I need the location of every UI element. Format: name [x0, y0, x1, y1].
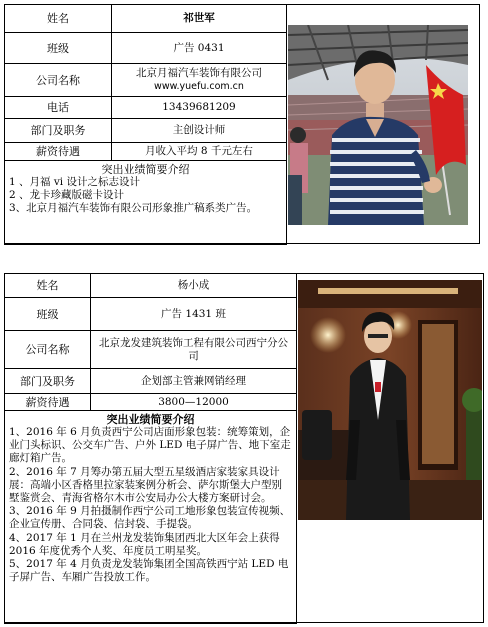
achievement-item: 1 、月福 vi 设计之标志设计 [9, 176, 140, 188]
company-name: 北京月福汽车装饰有限公司 [136, 67, 262, 79]
value-class: 广告 1431 班 [91, 298, 297, 331]
value-name: 祁世军 [112, 5, 287, 33]
value-dept: 主创设计师 [112, 119, 287, 143]
label-name: 姓名 [5, 274, 91, 298]
value-phone: 13439681209 [112, 97, 287, 119]
value-class: 广告 0431 [112, 33, 287, 64]
achievement-item: 1、2016 年 6 月负责西宁公司店面形象包装：统筹策划，企业门头标识、公交车广告、户外 LED 电子屏广告、地下室走廊灯箱广告。 [9, 426, 291, 465]
value-salary: 月收入平均 8 千元左右 [112, 143, 287, 161]
achievement-item: 2、2016 年 7 月筹办第五届大型五星级酒店家装家具设计展：高端小区香格里拉家装案例分析会、萨尔斯堡大户型别墅鉴赏会、青海省格尔木市公安局办公大楼方案研讨会。 [9, 465, 282, 505]
label-company: 公司名称 [5, 64, 112, 97]
label-dept: 部门及职务 [5, 369, 91, 394]
profile-1-table [4, 4, 287, 245]
profile-photo-1 [288, 25, 468, 225]
value-company: 北京龙发建筑装饰工程有限公司西宁分公司 [91, 331, 297, 369]
company-website: www.yuefu.com.cn [154, 81, 244, 92]
achievement-item: 4、2017 年 1 月在兰州龙发装饰集团西北大区年会上获得 2016 年度优秀个人奖、年度员工明星奖。 [9, 531, 280, 557]
label-salary: 薪资待遇 [5, 143, 112, 161]
label-name: 姓名 [5, 5, 112, 33]
achievement-item: 5、2017 年 4 月负责龙发装饰集团全国高铁西宁站 LED 电子屏广告、车厢广告投放工作。 [9, 558, 289, 584]
label-class: 班级 [5, 33, 112, 64]
profile-2-table [4, 273, 297, 624]
value-company [112, 64, 287, 97]
achievements-1 [5, 161, 287, 245]
label-salary: 薪资待遇 [5, 394, 91, 411]
value-name: 杨小成 [91, 274, 297, 298]
label-class: 班级 [5, 298, 91, 331]
achievement-item: 2 、龙卡珍藏版磁卡设计 [9, 189, 125, 202]
value-salary: 3800—12000 [91, 394, 297, 411]
achievement-item: 3、2016 年 9 月拍摄制作西宁公司工地形象包装宣传视频、企业宣传册、合同袋、信封袋、手提袋。 [9, 505, 291, 531]
achievements-2 [5, 411, 297, 624]
value-dept: 企划部主管兼网销经理 [91, 369, 297, 394]
achievements-title: 突出业绩简要介绍 [106, 413, 195, 426]
label-phone: 电话 [5, 97, 112, 119]
label-company: 公司名称 [5, 331, 91, 369]
achievement-item: 3、北京月福汽车装饰有限公司形象推广稿系类广告。 [9, 202, 258, 215]
label-dept: 部门及职务 [5, 119, 112, 143]
profile-photo-2 [298, 280, 482, 520]
achievements-title: 突出业绩简要介绍 [101, 163, 190, 176]
